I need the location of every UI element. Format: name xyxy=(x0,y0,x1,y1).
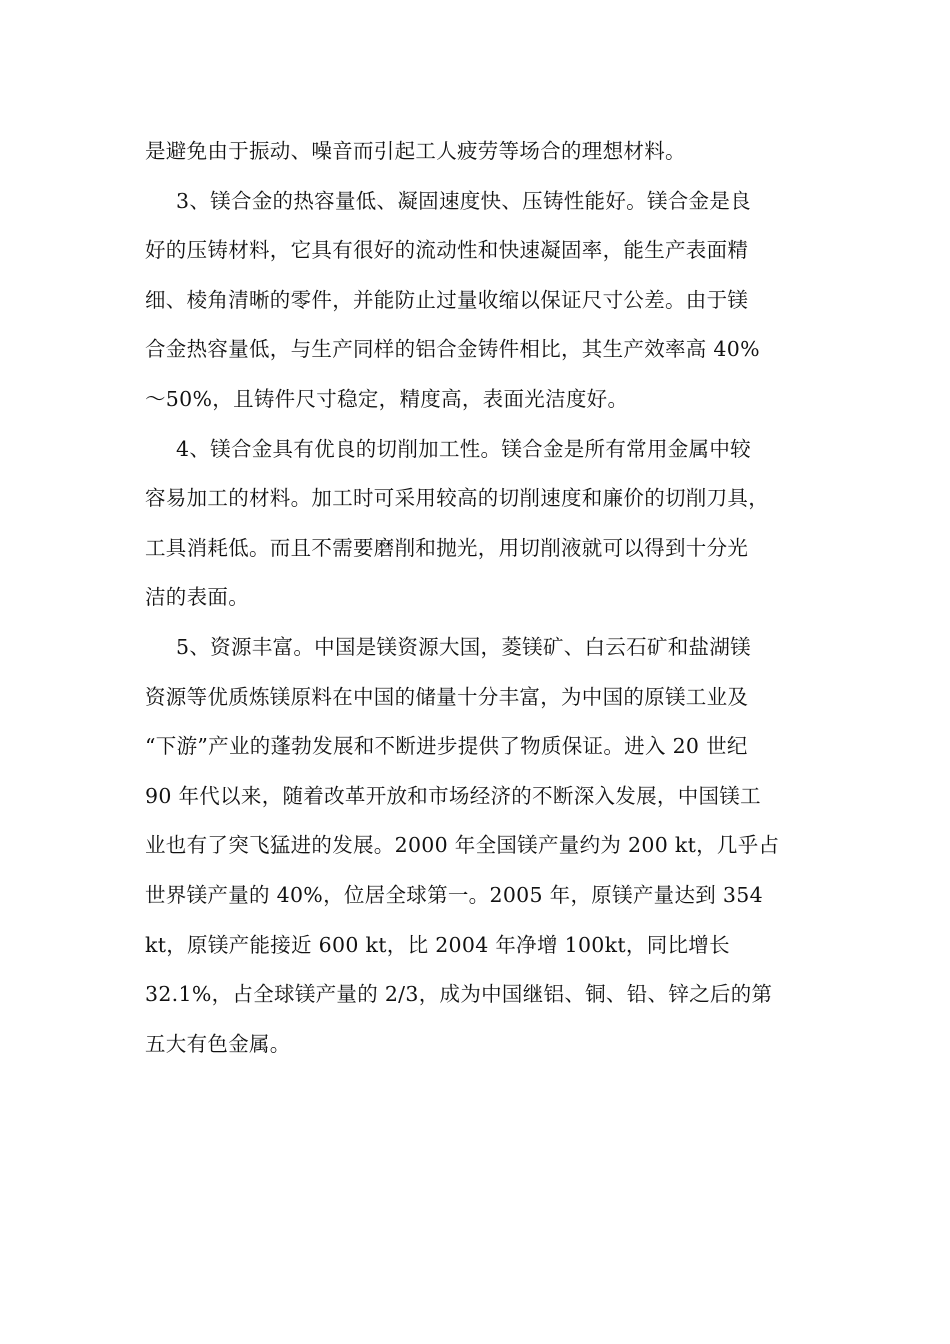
text-line: “下游”产业的蓬勃发展和不断进步提供了物质保证。进入 20 世纪 xyxy=(145,734,748,759)
text-line: 容易加工的材料。加工时可采用较高的切削速度和廉价的切削刀具， xyxy=(145,486,769,511)
text-line: 洁的表面。 xyxy=(145,585,249,610)
body-text xyxy=(145,131,810,1073)
text-line: 好的压铸材料，它具有很好的流动性和快速凝固率，能生产表面精 xyxy=(145,238,749,263)
text-line: 细、棱角清晰的零件，并能防止过量收缩以保证尺寸公差。由于镁 xyxy=(145,287,749,312)
text-line: 世界镁产量的 40%，位居全球第一。2005 年，原镁产量达到 354 xyxy=(145,882,763,907)
text-line: 是避免由于振动、噪音而引起工人疲劳等场合的理想材料。 xyxy=(145,139,686,163)
text-line: 32.1%，占全球镁产量的 2/3，成为中国继铝、铜、铅、锌之后的第 xyxy=(145,982,773,1007)
paragraph-4-start: 4、镁合金具有优良的切削加工性。镁合金是所有常用金属中较 xyxy=(176,436,751,461)
text-line: ～50%，且铸件尺寸稳定，精度高，表面光洁度好。 xyxy=(145,386,629,411)
text-line: 业也有了突飞猛进的发展。2000 年全国镁产量约为 200 kt，几乎占 xyxy=(145,833,780,858)
text-line: kt，原镁产能接近 600 kt，比 2004 年净增 100kt，同比增长 xyxy=(145,932,730,957)
paragraph-3-start: 3、镁合金的热容量低、凝固速度快、压铸性能好。镁合金是良 xyxy=(176,188,751,213)
text-line: 合金热容量低，与生产同样的铝合金铸件相比，其生产效率高 40% xyxy=(145,337,760,362)
text-line: 资源等优质炼镁原料在中国的储量十分丰富，为中国的原镁工业及 xyxy=(145,684,749,709)
text-line: 90 年代以来，随着改革开放和市场经济的不断深入发展，中国镁工 xyxy=(145,783,761,808)
text-line: 五大有色金属。 xyxy=(145,1031,291,1056)
text-line: 工具消耗低。而且不需要磨削和抛光，用切削液就可以得到十分光 xyxy=(145,535,749,560)
paragraph-5-start: 5、资源丰富。中国是镁资源大国，菱镁矿、白云石矿和盐湖镁 xyxy=(176,634,751,659)
